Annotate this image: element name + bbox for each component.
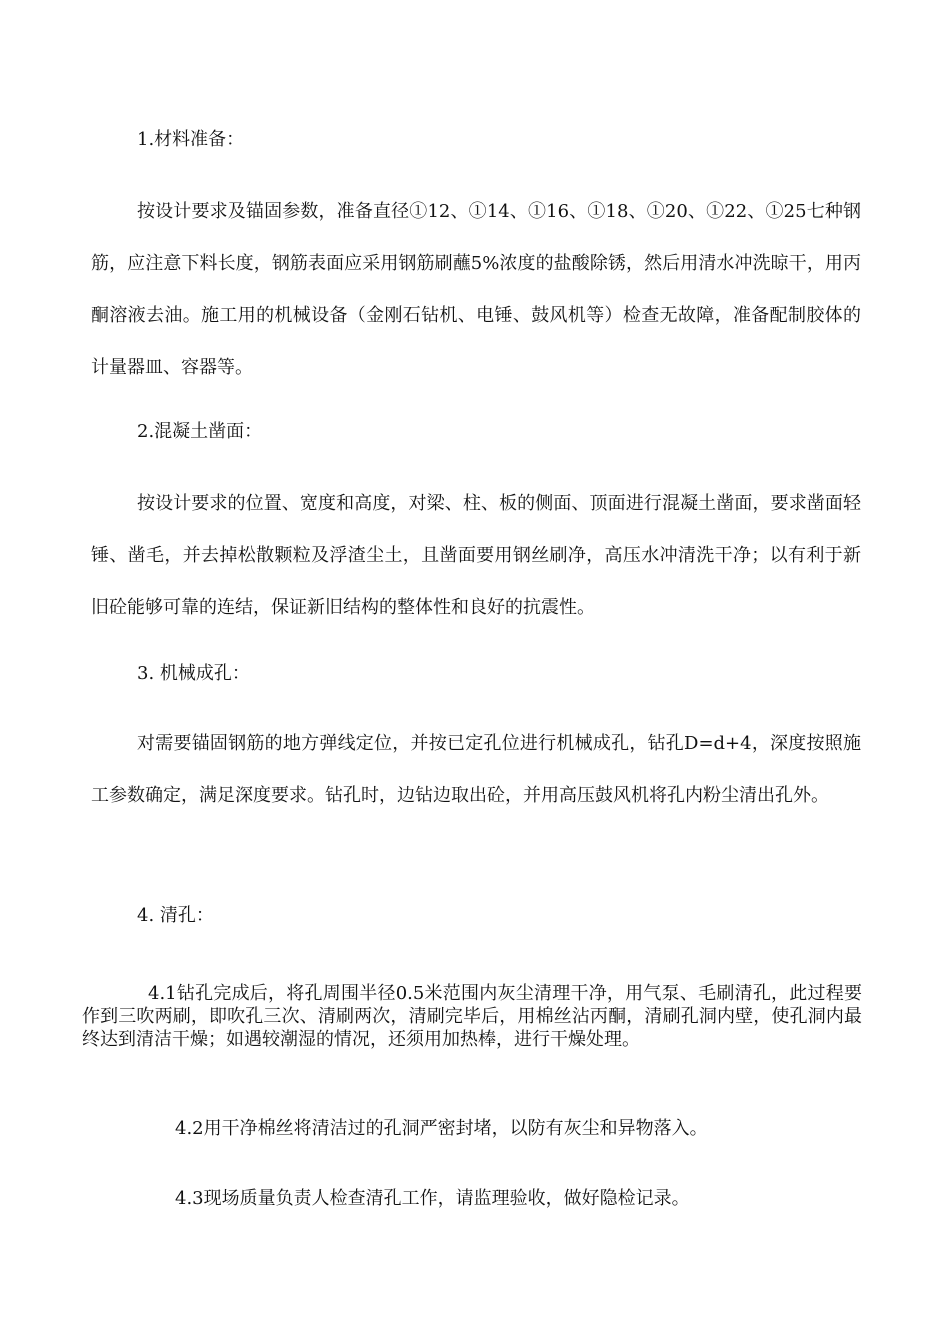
section-4-body: 4.1钻孔完成后，将孔周围半径0.5米范围内灰尘清理干净，用气泵、毛刷清孔，此过程要作到三吹两刷，即吹孔三次、清刷两次，清刷完毕后，用棉丝沾丙酮，清刷孔洞内壁，使孔洞内最终达到清洁干燥；如遇较潮湿的情况，还须用加热棒，进行干燥处理。 <box>82 983 862 1050</box>
section-1-body: 按设计要求及锚固参数，准备直径①12、①14、①16、①18、①20、①22、①25七种钢筋，应注意下料长度，钢筋表面应采用钢筋刷蘸5%浓度的盐酸除锈，然后用清水冲洗晾干，用丙酮溶液去油。施工用的机械设备（金刚石钻机、电锤、鼓风机等）检查无故障，准备配制胶体的计量器皿、容器等。 <box>91 201 861 378</box>
section-2-heading: 2.混凝土凿面： <box>137 421 263 442</box>
section-3-body: 对需要锚固钢筋的地方弹线定位，并按已定孔位进行机械成孔，钻孔D=d+4，深度按照施工参数确定，满足深度要求。钻孔时，边钻边取出砼，并用高压鼓风机将孔内粉尘清出孔外。 <box>91 733 861 806</box>
subitem-4-3: 4.3现场质量负责人检查清孔工作，请监理验收，做好隐检记录。 <box>175 1188 690 1209</box>
section-2-body: 按设计要求的位置、宽度和高度，对梁、柱、板的侧面、顶面进行混凝土凿面，要求凿面轻锤、凿毛，并去掉松散颗粒及浮渣尘土，且凿面要用钢丝刷净，高压水冲清洗干净；以有利于新旧砼能够可靠的连结，保证新旧结构的整体性和良好的抗震性。 <box>91 493 861 618</box>
section-4-heading: 4. 清孔： <box>137 905 214 926</box>
subitem-4-2: 4.2用干净棉丝将清洁过的孔洞严密封堵，以防有灰尘和异物落入。 <box>175 1118 708 1139</box>
section-1-heading: 1.材料准备： <box>137 129 245 150</box>
section-3-heading: 3. 机械成孔： <box>137 663 250 684</box>
